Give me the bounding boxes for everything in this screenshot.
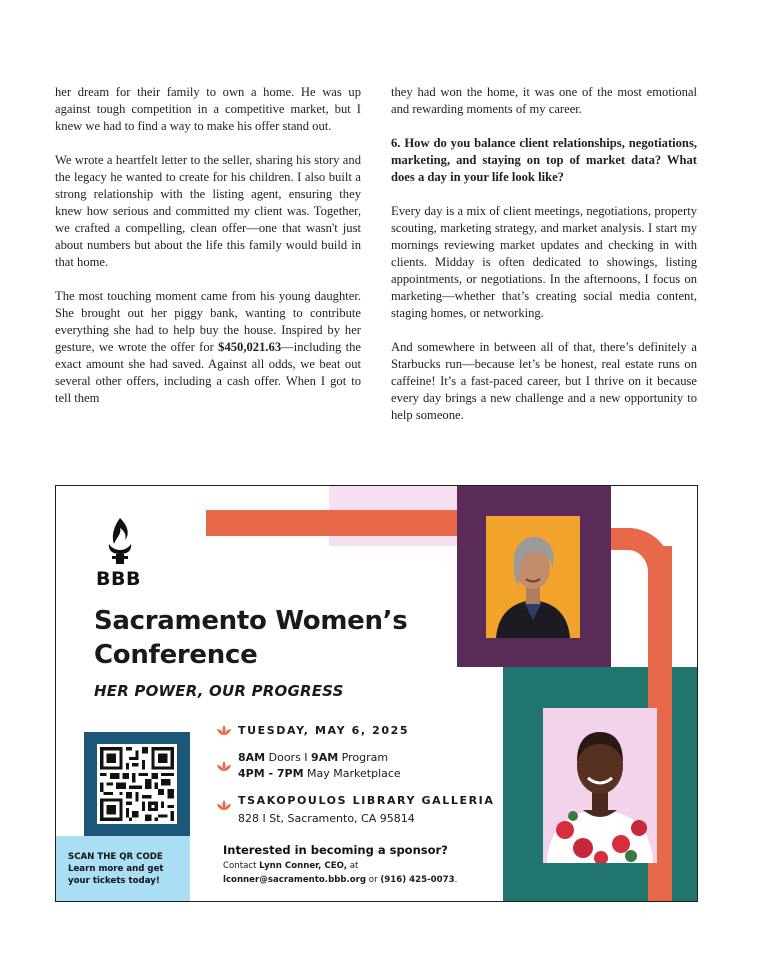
venue-name: TSAKOPOULOS LIBRARY GALLERIA — [238, 794, 495, 807]
orange-curve — [611, 528, 672, 578]
contact-name: Lynn Conner, CEO, — [259, 861, 347, 871]
conference-title — [94, 604, 474, 672]
offer-amount: $450,021.63 — [218, 340, 282, 354]
qr-code-icon — [97, 744, 177, 824]
qr-code-frame — [84, 732, 190, 836]
lotus-icon — [216, 760, 232, 774]
paragraph: And somewhere in between all of that, there’s definitely a Starbucks run—because let’s be honest, real estate runs on caffeine! It’s a fast-paced career, but I thrive on it because every day brings a new challenge and a new opportunity to help someone. — [391, 340, 697, 422]
contact-email[interactable]: lconner@sacramento.bbb.org — [223, 875, 367, 885]
qr-cta-text: SCAN THE QR CODE Learn more and get your tickets today! — [68, 852, 164, 886]
title-line: Sacramento Women’s — [94, 606, 408, 636]
qr-code[interactable] — [97, 744, 177, 824]
paragraph: her dream for their family to own a home. He was up against tough competition in a competitive market, but I knew we had to find a way to make his offer stand out. — [55, 85, 361, 133]
bbb-torch-icon — [98, 516, 142, 566]
event-date-row — [216, 723, 409, 739]
paragraph — [55, 288, 361, 407]
event-date: TUESDAY, MAY 6, 2025 — [238, 724, 410, 737]
schedule-line: 4PM - 7PM May Marketplace — [238, 767, 401, 780]
article-right-column — [391, 84, 697, 441]
paragraph-text: The most touching moment came from his young daughter. She brought out her piggy bank, wanting to contribute everything she had to help buy the house. Inspired by her gesture, we wrote the offer for — [55, 289, 361, 354]
venue-address: 828 I St, Sacramento, CA 95814 — [238, 812, 415, 825]
sponsor-heading: Interested in becoming a sponsor? — [223, 843, 448, 857]
bbb-logo-text: BBB — [96, 568, 141, 590]
lotus-icon — [216, 724, 232, 738]
title-line: Conference — [94, 640, 258, 670]
event-schedule-row — [216, 750, 401, 782]
woman-portrait-icon — [486, 516, 580, 638]
interview-question: 6. How do you balance client relationships, negotiations, marketing, and staying on top of market data? What does a day in your life look like? — [391, 136, 697, 184]
schedule-line: 8AM Doors I 9AM Program — [238, 751, 389, 764]
conference-advertisement — [55, 485, 698, 902]
woman-portrait-icon — [543, 708, 657, 863]
speaker-photo-1 — [486, 516, 580, 638]
sponsor-contact: Contact Lynn Conner, CEO, at lconner@sacramento.bbb.org or (916) 425-0073. — [223, 861, 458, 885]
lotus-icon — [216, 799, 232, 813]
contact-phone[interactable]: (916) 425-0073 — [380, 875, 455, 885]
paragraph: Every day is a mix of client meetings, negotiations, property scouting, marketing strategy, and market analysis. I start my mornings reviewing market updates and checking in with clients. Midday is often dedicated to showings, listing appointments, or negotiations. In the afternoons, I focus on marketing—whether that’s creating social media content, staging homes, or networking. — [391, 204, 697, 320]
speaker-photo-2 — [543, 708, 657, 863]
article-left-column — [55, 84, 361, 424]
event-venue-row — [216, 793, 494, 827]
paragraph-text: —including the exact amount she had saved. Against all odds, we beat out several other offers, including a cash offer. When I got to tell them — [55, 340, 362, 405]
paragraph: We wrote a heartfelt letter to the seller, sharing his story and the legacy he wanted to create for his children. I also built a strong relationship with the listing agent, ensuring they knew how serious and committed my client was. Together, we crafted a compelling, clean offer—one that wasn't just about numbers but about the life this family would build in that home. — [55, 153, 361, 269]
paragraph: they had won the home, it was one of the most emotional and rewarding moments of my career. — [391, 85, 697, 116]
conference-tagline: HER POWER, OUR PROGRESS — [94, 682, 344, 700]
